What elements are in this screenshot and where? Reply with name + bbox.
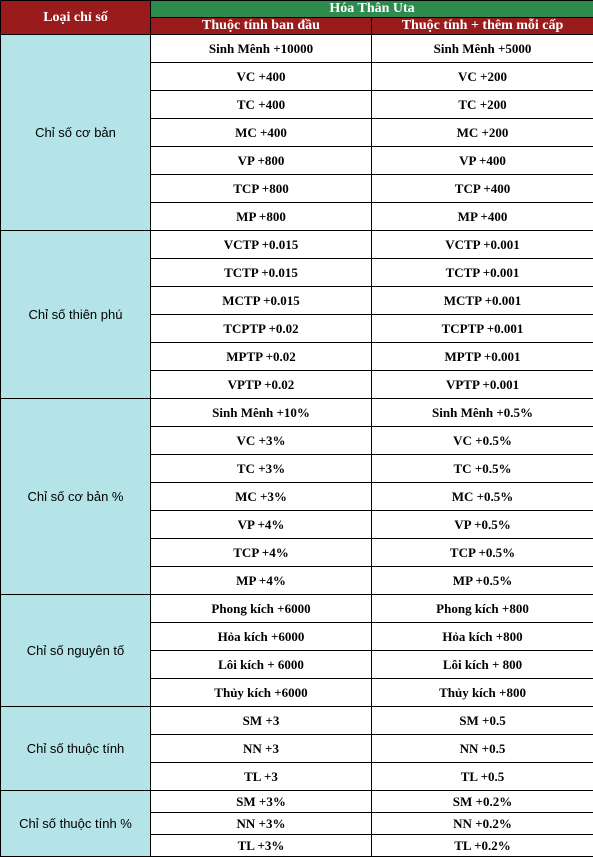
base-value-cell: TCPTP +0.02: [151, 315, 372, 343]
per-level-value-cell: MC +200: [372, 119, 593, 147]
category-cell: Chỉ số thiên phú: [1, 231, 151, 399]
per-level-value-cell: Hỏa kích +800: [372, 623, 593, 651]
per-level-value-cell: VC +200: [372, 63, 593, 91]
table-row: [1, 791, 593, 813]
category-cell: Chỉ số cơ bản %: [1, 399, 151, 595]
base-value-cell: TL +3%: [151, 835, 372, 857]
base-value-cell: MP +4%: [151, 567, 372, 595]
base-value-cell: SM +3%: [151, 791, 372, 813]
stats-body: [1, 35, 593, 857]
base-value-cell: VCTP +0.015: [151, 231, 372, 259]
category-cell: Chỉ số nguyên tố: [1, 595, 151, 707]
base-value-cell: NN +3%: [151, 813, 372, 835]
table-row: [1, 707, 593, 735]
base-value-cell: MCTP +0.015: [151, 287, 372, 315]
header-base-cell: Thuộc tính ban đầu: [151, 18, 372, 35]
table-row: [1, 35, 593, 63]
table-row: [1, 595, 593, 623]
base-value-cell: MC +400: [151, 119, 372, 147]
per-level-value-cell: TC +200: [372, 91, 593, 119]
category-cell: Chỉ số thuộc tính %: [1, 791, 151, 857]
per-level-value-cell: VP +400: [372, 147, 593, 175]
base-value-cell: Thủy kích +6000: [151, 679, 372, 707]
category-cell: Chỉ số thuộc tính: [1, 707, 151, 791]
base-value-cell: MPTP +0.02: [151, 343, 372, 371]
base-value-cell: MP +800: [151, 203, 372, 231]
per-level-value-cell: VPTP +0.001: [372, 371, 593, 399]
base-value-cell: VPTP +0.02: [151, 371, 372, 399]
per-level-value-cell: VP +0.5%: [372, 511, 593, 539]
per-level-value-cell: MC +0.5%: [372, 483, 593, 511]
base-value-cell: TCP +800: [151, 175, 372, 203]
per-level-value-cell: Lôi kích + 800: [372, 651, 593, 679]
per-level-value-cell: VC +0.5%: [372, 427, 593, 455]
base-value-cell: TC +400: [151, 91, 372, 119]
base-value-cell: TCP +4%: [151, 539, 372, 567]
base-value-cell: VC +400: [151, 63, 372, 91]
base-value-cell: TL +3: [151, 763, 372, 791]
base-value-cell: Phong kích +6000: [151, 595, 372, 623]
base-value-cell: Sinh Mênh +10000: [151, 35, 372, 63]
per-level-value-cell: TL +0.2%: [372, 835, 593, 857]
base-value-cell: Hỏa kích +6000: [151, 623, 372, 651]
per-level-value-cell: MCTP +0.001: [372, 287, 593, 315]
base-value-cell: MC +3%: [151, 483, 372, 511]
base-value-cell: Lôi kích + 6000: [151, 651, 372, 679]
base-value-cell: VC +3%: [151, 427, 372, 455]
per-level-value-cell: Sinh Mênh +0.5%: [372, 399, 593, 427]
table-row: [1, 231, 593, 259]
base-value-cell: VP +4%: [151, 511, 372, 539]
base-value-cell: TCTP +0.015: [151, 259, 372, 287]
per-level-value-cell: TCPTP +0.001: [372, 315, 593, 343]
per-level-value-cell: SM +0.5: [372, 707, 593, 735]
base-value-cell: TC +3%: [151, 455, 372, 483]
base-value-cell: VP +800: [151, 147, 372, 175]
per-level-value-cell: NN +0.5: [372, 735, 593, 763]
per-level-value-cell: Thủy kích +800: [372, 679, 593, 707]
per-level-value-cell: TCP +400: [372, 175, 593, 203]
header-type-cell: Loại chỉ số: [1, 1, 151, 35]
per-level-value-cell: TL +0.5: [372, 763, 593, 791]
per-level-value-cell: MPTP +0.001: [372, 343, 593, 371]
per-level-value-cell: TCP +0.5%: [372, 539, 593, 567]
base-value-cell: Sinh Mênh +10%: [151, 399, 372, 427]
per-level-value-cell: Sinh Mênh +5000: [372, 35, 593, 63]
per-level-value-cell: TC +0.5%: [372, 455, 593, 483]
per-level-value-cell: VCTP +0.001: [372, 231, 593, 259]
category-cell: Chỉ số cơ bản: [1, 35, 151, 231]
per-level-value-cell: MP +400: [372, 203, 593, 231]
base-value-cell: NN +3: [151, 735, 372, 763]
per-level-value-cell: TCTP +0.001: [372, 259, 593, 287]
per-level-value-cell: SM +0.2%: [372, 791, 593, 813]
table-row: [1, 399, 593, 427]
per-level-value-cell: NN +0.2%: [372, 813, 593, 835]
per-level-value-cell: Phong kích +800: [372, 595, 593, 623]
base-value-cell: SM +3: [151, 707, 372, 735]
header-row-title: [1, 1, 593, 18]
per-level-value-cell: MP +0.5%: [372, 567, 593, 595]
header-per-level-cell: Thuộc tính + thêm mỗi cấp: [372, 18, 593, 35]
header-title-cell: Hóa Thân Uta: [151, 1, 593, 18]
